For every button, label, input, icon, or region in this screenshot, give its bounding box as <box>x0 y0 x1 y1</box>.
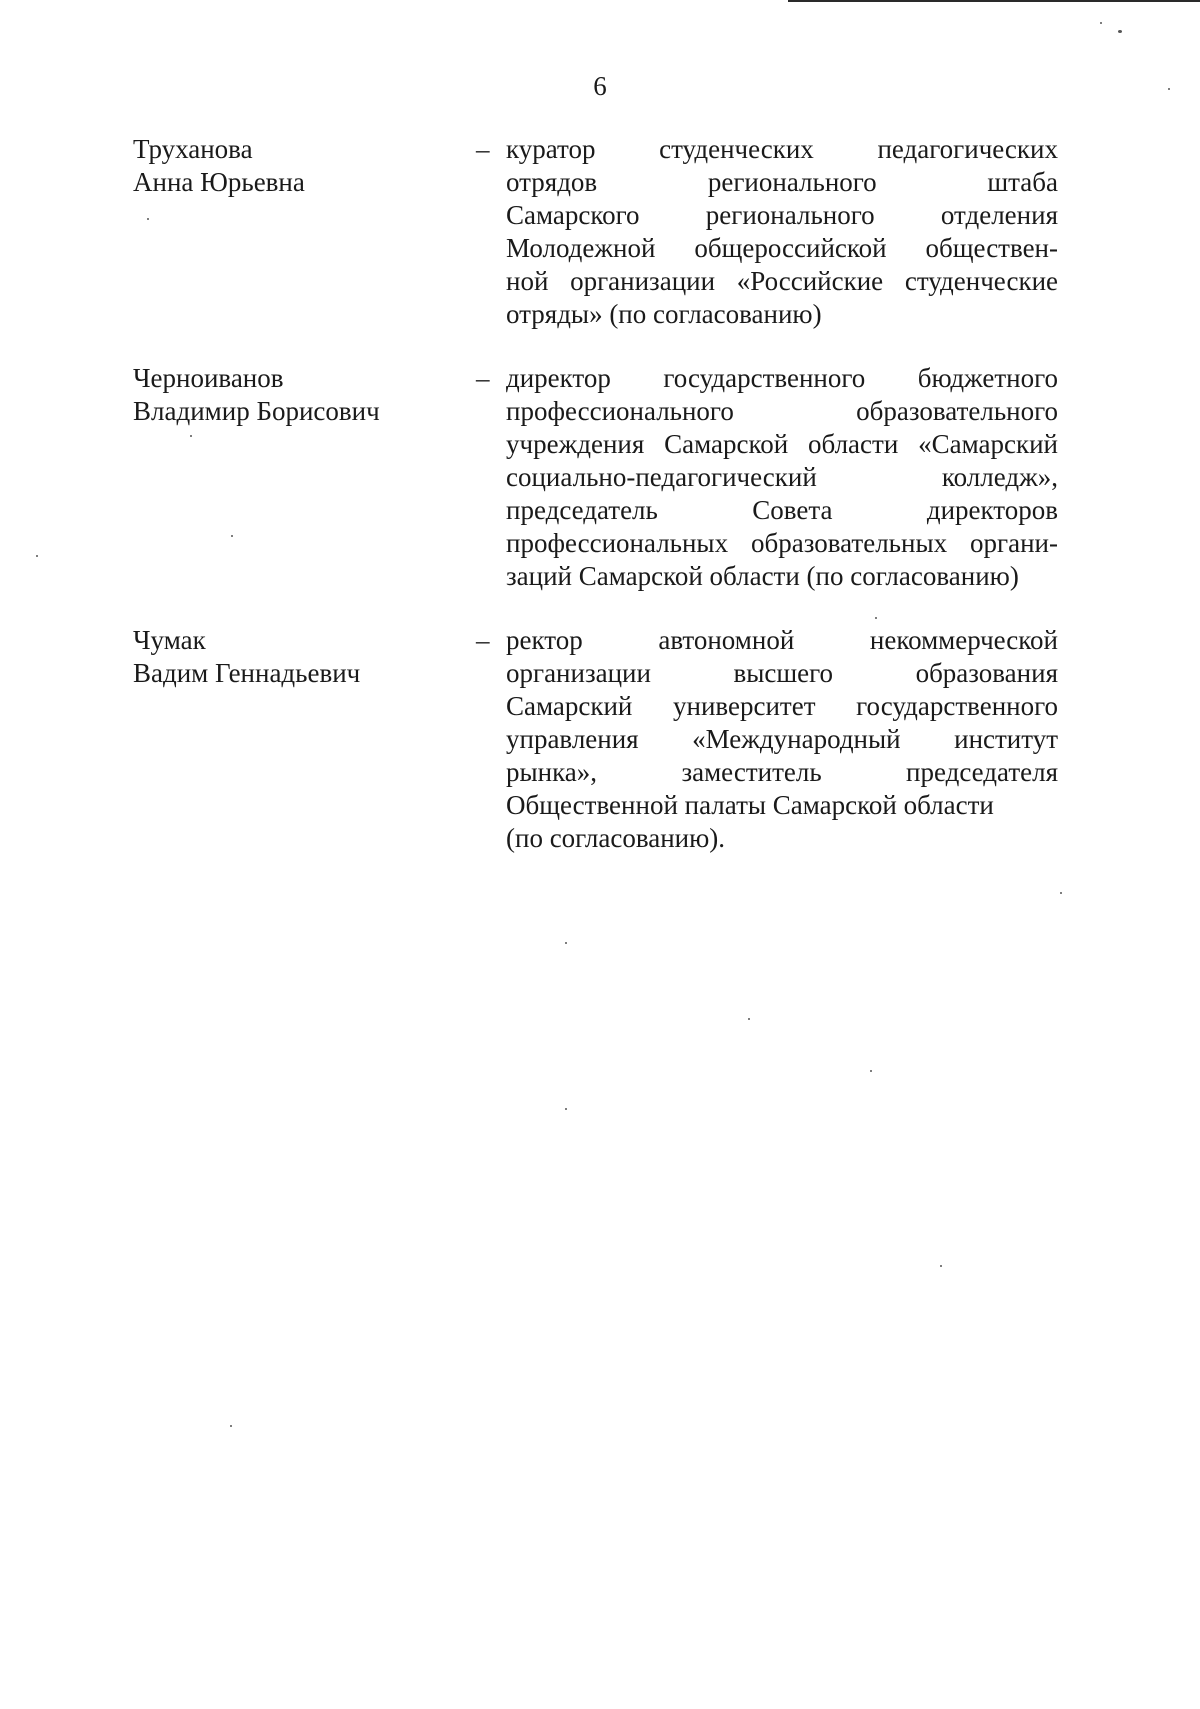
entry-dash: – <box>476 134 490 164</box>
scan-speck <box>1100 22 1102 24</box>
entry-dash: – <box>476 363 490 393</box>
scan-speck <box>231 535 233 537</box>
position-line: отряды» (по согласованию) <box>506 299 822 329</box>
scan-speck <box>36 555 38 557</box>
scan-speck <box>1168 88 1170 90</box>
member-position <box>506 362 1058 593</box>
member-surname: Труханова <box>133 134 253 164</box>
position-line: Самарского регионального отделения <box>506 200 1058 230</box>
top-edge-rule <box>788 0 1200 2</box>
entry-dash: – <box>476 625 490 655</box>
position-line: профессионального образовательного <box>506 396 1058 426</box>
member-given-names: Анна Юрьевна <box>133 167 305 197</box>
scan-speck <box>230 1425 232 1427</box>
position-line: рынка», заместитель председателя <box>506 757 1058 787</box>
scan-speck <box>940 1265 942 1267</box>
member-surname: Чумак <box>133 625 206 655</box>
scan-speck <box>875 617 877 619</box>
scan-speck <box>1060 892 1062 894</box>
position-line: отрядов регионального штаба <box>506 167 1058 197</box>
position-line: директор государственного бюджетного <box>506 363 1058 393</box>
scan-speck <box>147 218 149 220</box>
position-line: ной организации «Российские студенческие <box>506 266 1058 296</box>
scan-speck <box>190 435 192 437</box>
position-line: председатель Совета директоров <box>506 495 1058 525</box>
position-line: организации высшего образования <box>506 658 1058 688</box>
member-surname: Черноиванов <box>133 363 284 393</box>
scan-speck <box>870 1070 872 1072</box>
position-line: Самарский университет государственного <box>506 691 1058 721</box>
member-position <box>506 624 1058 855</box>
member-given-names: Вадим Геннадьевич <box>133 658 361 688</box>
member-given-names: Владимир Борисович <box>133 396 380 426</box>
scan-speck <box>565 942 567 944</box>
position-line: управления «Международный институт <box>506 724 1058 754</box>
position-line: Общественной палаты Самарской области <box>506 790 994 820</box>
page-number: 6 <box>593 71 607 101</box>
member-name <box>133 133 463 199</box>
position-line: куратор студенческих педагогических <box>506 134 1058 164</box>
member-name <box>133 362 463 428</box>
member-position <box>506 133 1058 331</box>
scan-speck <box>748 1018 750 1020</box>
position-line: профессиональных образовательных органи- <box>506 528 1058 558</box>
position-line: социально-педагогический колледж», <box>506 462 1058 492</box>
position-line: учреждения Самарской области «Самарский <box>506 429 1058 459</box>
member-name <box>133 624 463 690</box>
position-line: Молодежной общероссийской обществен- <box>506 233 1058 263</box>
scan-speck <box>565 1108 567 1110</box>
position-line: ректор автономной некоммерческой <box>506 625 1058 655</box>
scan-speck <box>1118 30 1122 33</box>
position-line: (по согласованию). <box>506 823 726 853</box>
position-line: заций Самарской области (по согласованию) <box>506 561 1019 591</box>
